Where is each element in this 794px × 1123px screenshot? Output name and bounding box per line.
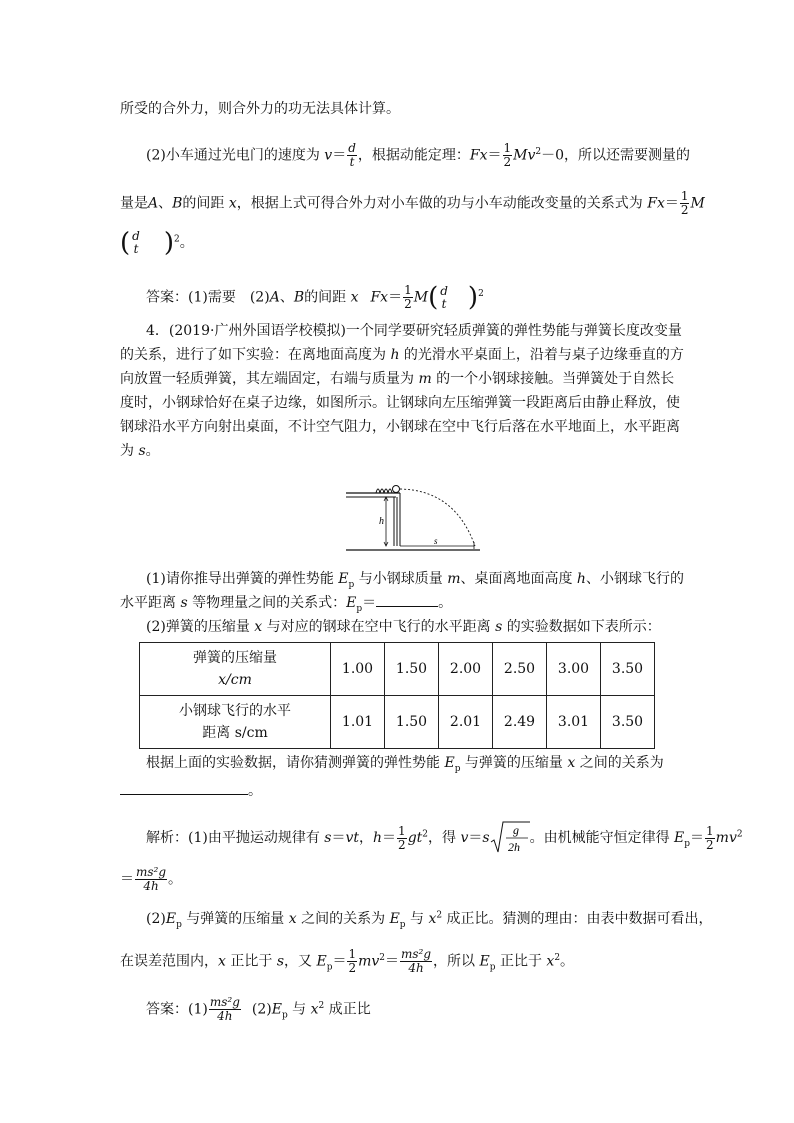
fraction-half: $\frac{1}{2}$ [706,823,714,852]
h-label: h [379,516,384,527]
fraction-d-over-t: d t [132,229,140,256]
question-4-line-5: 钢球沿水平方向射出桌面，不计空气阻力，小钢球在空中飞行后落在水平地面上，水平距离 [120,419,680,435]
table-row [140,643,655,696]
answer-line-1: 答案：(1)需要 (2)A、B的间距 x Fx＝ $\frac{1}{2}$ M( d t )$^2$ [146,282,484,313]
fraction-half: $\frac{1}{2}$ [503,141,512,169]
table-cell: 1.01 [331,696,385,749]
table-cell: 3.50 [601,696,655,749]
table-cell: 1.50 [385,696,439,749]
solution-line-3: $(2)E_p$ 与弹簧的压缩量 x 之间的关系为 $E_p$ 与 $x^2$ 成正比。猜测的理由：由表中数据可看出， [146,910,713,930]
question-4-line-2: 的关系，进行了如下实验：在离地面高度为 h 的光滑水平桌面上，沿着与桌子边缘垂直的方 [120,347,684,363]
answer-blank-2[interactable] [120,782,248,795]
answer-line-2: 答案：(1) $\frac{\text{ms²g}}{4h}$ $(2)E_p$ 与 $x^2$ 成正比 [146,995,371,1023]
fraction-ms2g-over-4h: $\frac{\text{ms²g}}{4h}$ [401,947,432,975]
sub-question-3-line-2: 。 [120,782,262,800]
solution-line-4: 在误差范围内，x 正比于 s，又 $E_p=$ $\frac{1}{2}$ $mv^2=$ $\frac{\text{ms²g}}{4h}$ ，所以 $E_p$ 正比于 $x^2$。 [120,947,575,975]
table-cell: 3.50 [601,643,655,696]
table-cell: 3.01 [547,696,601,749]
table-cell: 2.01 [439,696,493,749]
fraction-d-over-t: $\frac{d}{t}$ [348,141,356,169]
table-cell: 1.00 [331,643,385,696]
text-line-2: (2)小车通过光电门的速度为 v＝ $\frac{d}{t}$ ，根据动能定理：Fx＝ $\frac{1}{2}$ $Mv^2-0$，所以还需要测量的 [146,141,691,169]
fraction-ms2g-over-4h: $\frac{\text{ms²g}}{4h}$ [136,865,167,893]
table-row [140,696,655,749]
text-line-1: 所受的合外力，则合外力的功无法具体计算。 [120,101,400,117]
table-cell: 1.50 [385,643,439,696]
table-cell: 2.49 [493,696,547,749]
sub-question-1-line-2: 水平距离 s 等物理量之间的关系式：$E_p=$ 。 [120,595,453,614]
svg-text:g: g [512,823,519,837]
question-4-line-3: 向放置一轻质弹簧，其左端固定，右端与质量为 m 的一个小钢球接触。当弹簧处于自然长 [120,371,675,387]
text-line-4: ( d t )$^2$。 [120,228,194,258]
s-label: s [434,536,438,546]
answer-blank-1[interactable] [376,594,438,607]
square-root [490,820,530,856]
fraction-half: $\frac{1}{2}$ [398,823,406,852]
table-cell: 3.00 [547,643,601,696]
question-4-line-6: 为 s。 [120,443,160,459]
text-line-3: 量是A、B的间距 x，根据上式可得合外力对小车做的功与小车动能改变量的关系式为 Fx＝ $\frac{1}{2}$ M [120,189,705,217]
solution-line-1: 解析：(1)由平抛运动规律有 s＝vt，h＝ $\frac{1}{2}$ $gt^2$，得 v＝s g 2h 。由机械能守恒定律得 $E_p=$ $\frac{1}{2}$ $mv^2$ [146,820,743,856]
solution-line-2: ＝ $\frac{\text{ms²g}}{4h}$ 。 [120,865,183,893]
fraction-half: $\frac{1}{2}$ [404,283,412,311]
fraction-ms2g-over-4h: $\frac{\text{ms²g}}{4h}$ [209,995,240,1023]
spring-coil [376,489,392,493]
row-header: 小钢球飞行的水平 距离 s/cm [140,696,331,749]
table-cell: 2.50 [493,643,547,696]
row-header: 弹簧的压缩量 x/cm [140,643,331,696]
sub-question-1-line-1: (1)请你推导出弹簧的弹性势能 $E_p$ 与小钢球质量 m、桌面离地面高度 h、小钢球飞行的 [146,571,684,590]
table-cell: 2.00 [439,643,493,696]
fraction-half: $\frac{1}{2}$ [348,947,357,975]
sub-question-2: (2)弹簧的压缩量 x 与对应的钢球在空中飞行的水平距离 s 的实验数据如下表所示： [146,619,661,635]
fraction-half: $\frac{1}{2}$ [680,189,689,217]
sub-question-3-line-1: 根据上面的实验数据，请你猜测弹簧的弹性势能 $E_p$ 与弹簧的压缩量 x 之间的关系为 [146,755,664,774]
svg-text:2h: 2h [507,840,520,854]
spring-table-diagram [340,480,490,556]
data-table [139,642,655,749]
fraction-d-over-t: d t [440,283,448,311]
question-4-line-4: 度时，小钢球恰好在桌子边缘，如图所示。让钢球向左压缩弹簧一段距离后由静止释放，使 [120,395,680,411]
question-4-line-1: 4．(2019·广州外国语学校模拟)一个同学要研究轻质弹簧的弹性势能与弹簧长度改变量 [146,323,682,339]
steel-ball [393,486,400,493]
